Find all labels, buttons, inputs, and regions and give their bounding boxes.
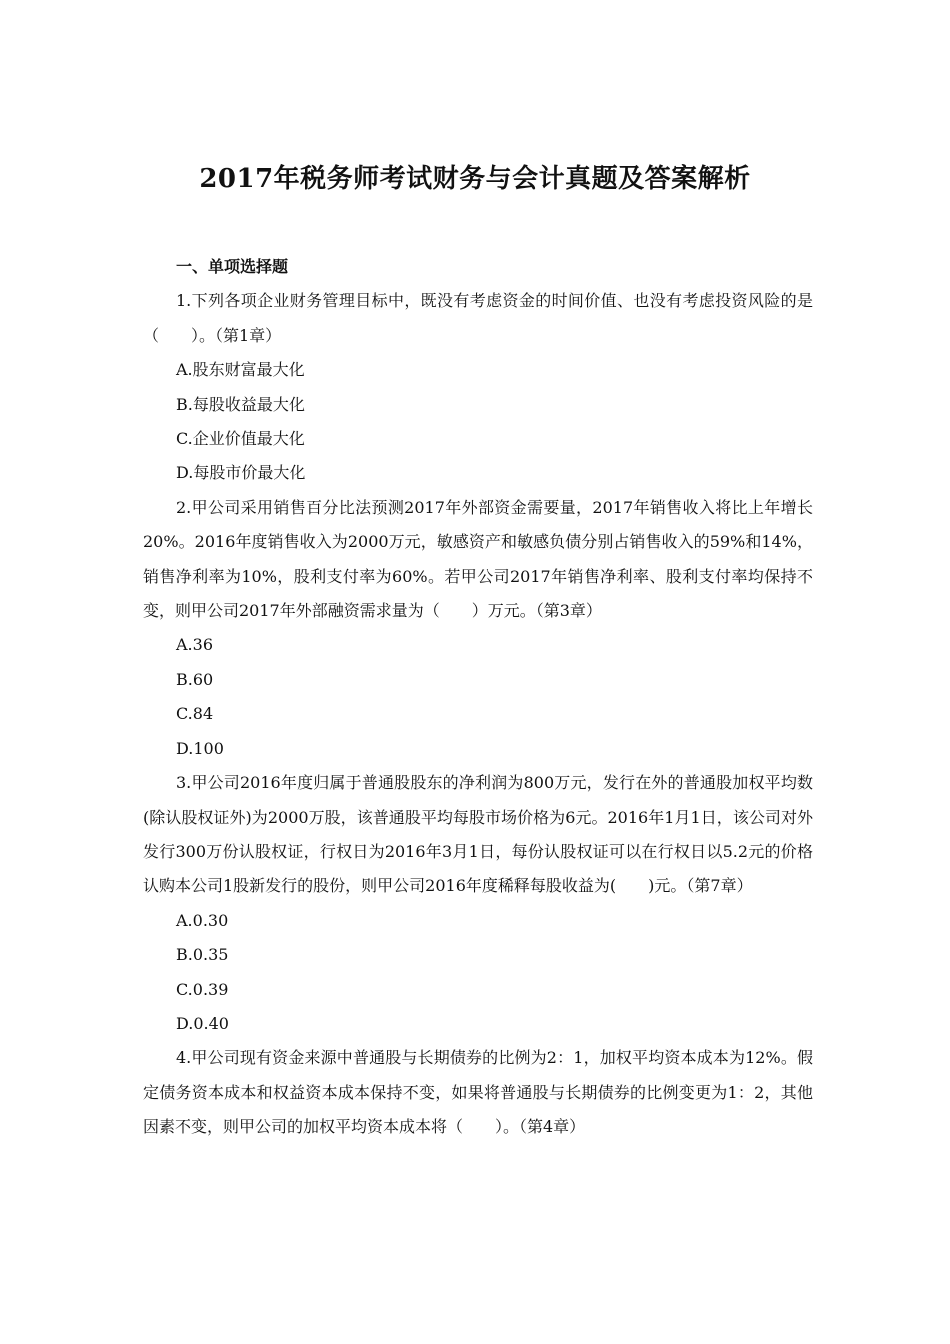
section-heading: 一、单项选择题 <box>176 257 289 276</box>
question-2-option-a: A.36 <box>176 635 213 655</box>
document-title: 2017年税务师考试财务与会计真题及答案解析 <box>199 164 751 194</box>
question-3-option-d: D.0.40 <box>176 1013 229 1033</box>
question-2-option-b: B.60 <box>176 669 214 689</box>
question-1-option-d: D.每股市价最大化 <box>176 463 306 483</box>
question-4-stem: 4.甲公司现有资金来源中普通股与长期债券的比例为2：1，加权平均资本成本为12%。假定债务资本成本和权益资本成本保持不变，如果将普通股与长期债券的比例变更为1：2，其他因素不变，则甲公司的加权平均资本成本将（ ）。（第4章） <box>143 1048 813 1137</box>
question-1-option-c: C.企业价值最大化 <box>176 429 305 449</box>
question-1-option-a: A.股东财富最大化 <box>176 360 305 380</box>
question-2-stem: 2.甲公司采用销售百分比法预测2017年外部资金需要量，2017年销售收入将比上年增长20%。2016年度销售收入为2000万元，敏感资产和敏感负债分别占销售收入的59%和14%，销售净利率为10%，股利支付率为60%。若甲公司2017年销售净利率、股利支付率均保持不变，则甲公司2017年外部融资需求量为（ ）万元。（第3章） <box>143 497 813 621</box>
question-1-option-b: B.每股收益最大化 <box>176 394 305 414</box>
document-body <box>143 250 813 1145</box>
question-3-option-b: B.0.35 <box>176 945 229 965</box>
question-2-option-c: C.84 <box>176 704 214 724</box>
question-3-option-a: A.0.30 <box>176 910 229 930</box>
question-3-option-c: C.0.39 <box>176 979 229 999</box>
question-3-stem: 3.甲公司2016年度归属于普通股股东的净利润为800万元，发行在外的普通股加权平均数(除认股权证外)为2000万股，该普通股平均每股市场价格为6元。2016年1月1日，该公司对外发行300万份认股权证，行权日为2016年3月1日，每份认股权证可以在行权日以5.2元的价格认购本公司1股新发行的股份，则甲公司2016年度稀释每股收益为( )元。（第7章） <box>143 773 813 896</box>
question-2-option-d: D.100 <box>176 738 224 758</box>
question-1-stem: 1.下列各项企业财务管理目标中，既没有考虑资金的时间价值、也没有考虑投资风险的是（ ）。（第1章） <box>143 291 813 345</box>
